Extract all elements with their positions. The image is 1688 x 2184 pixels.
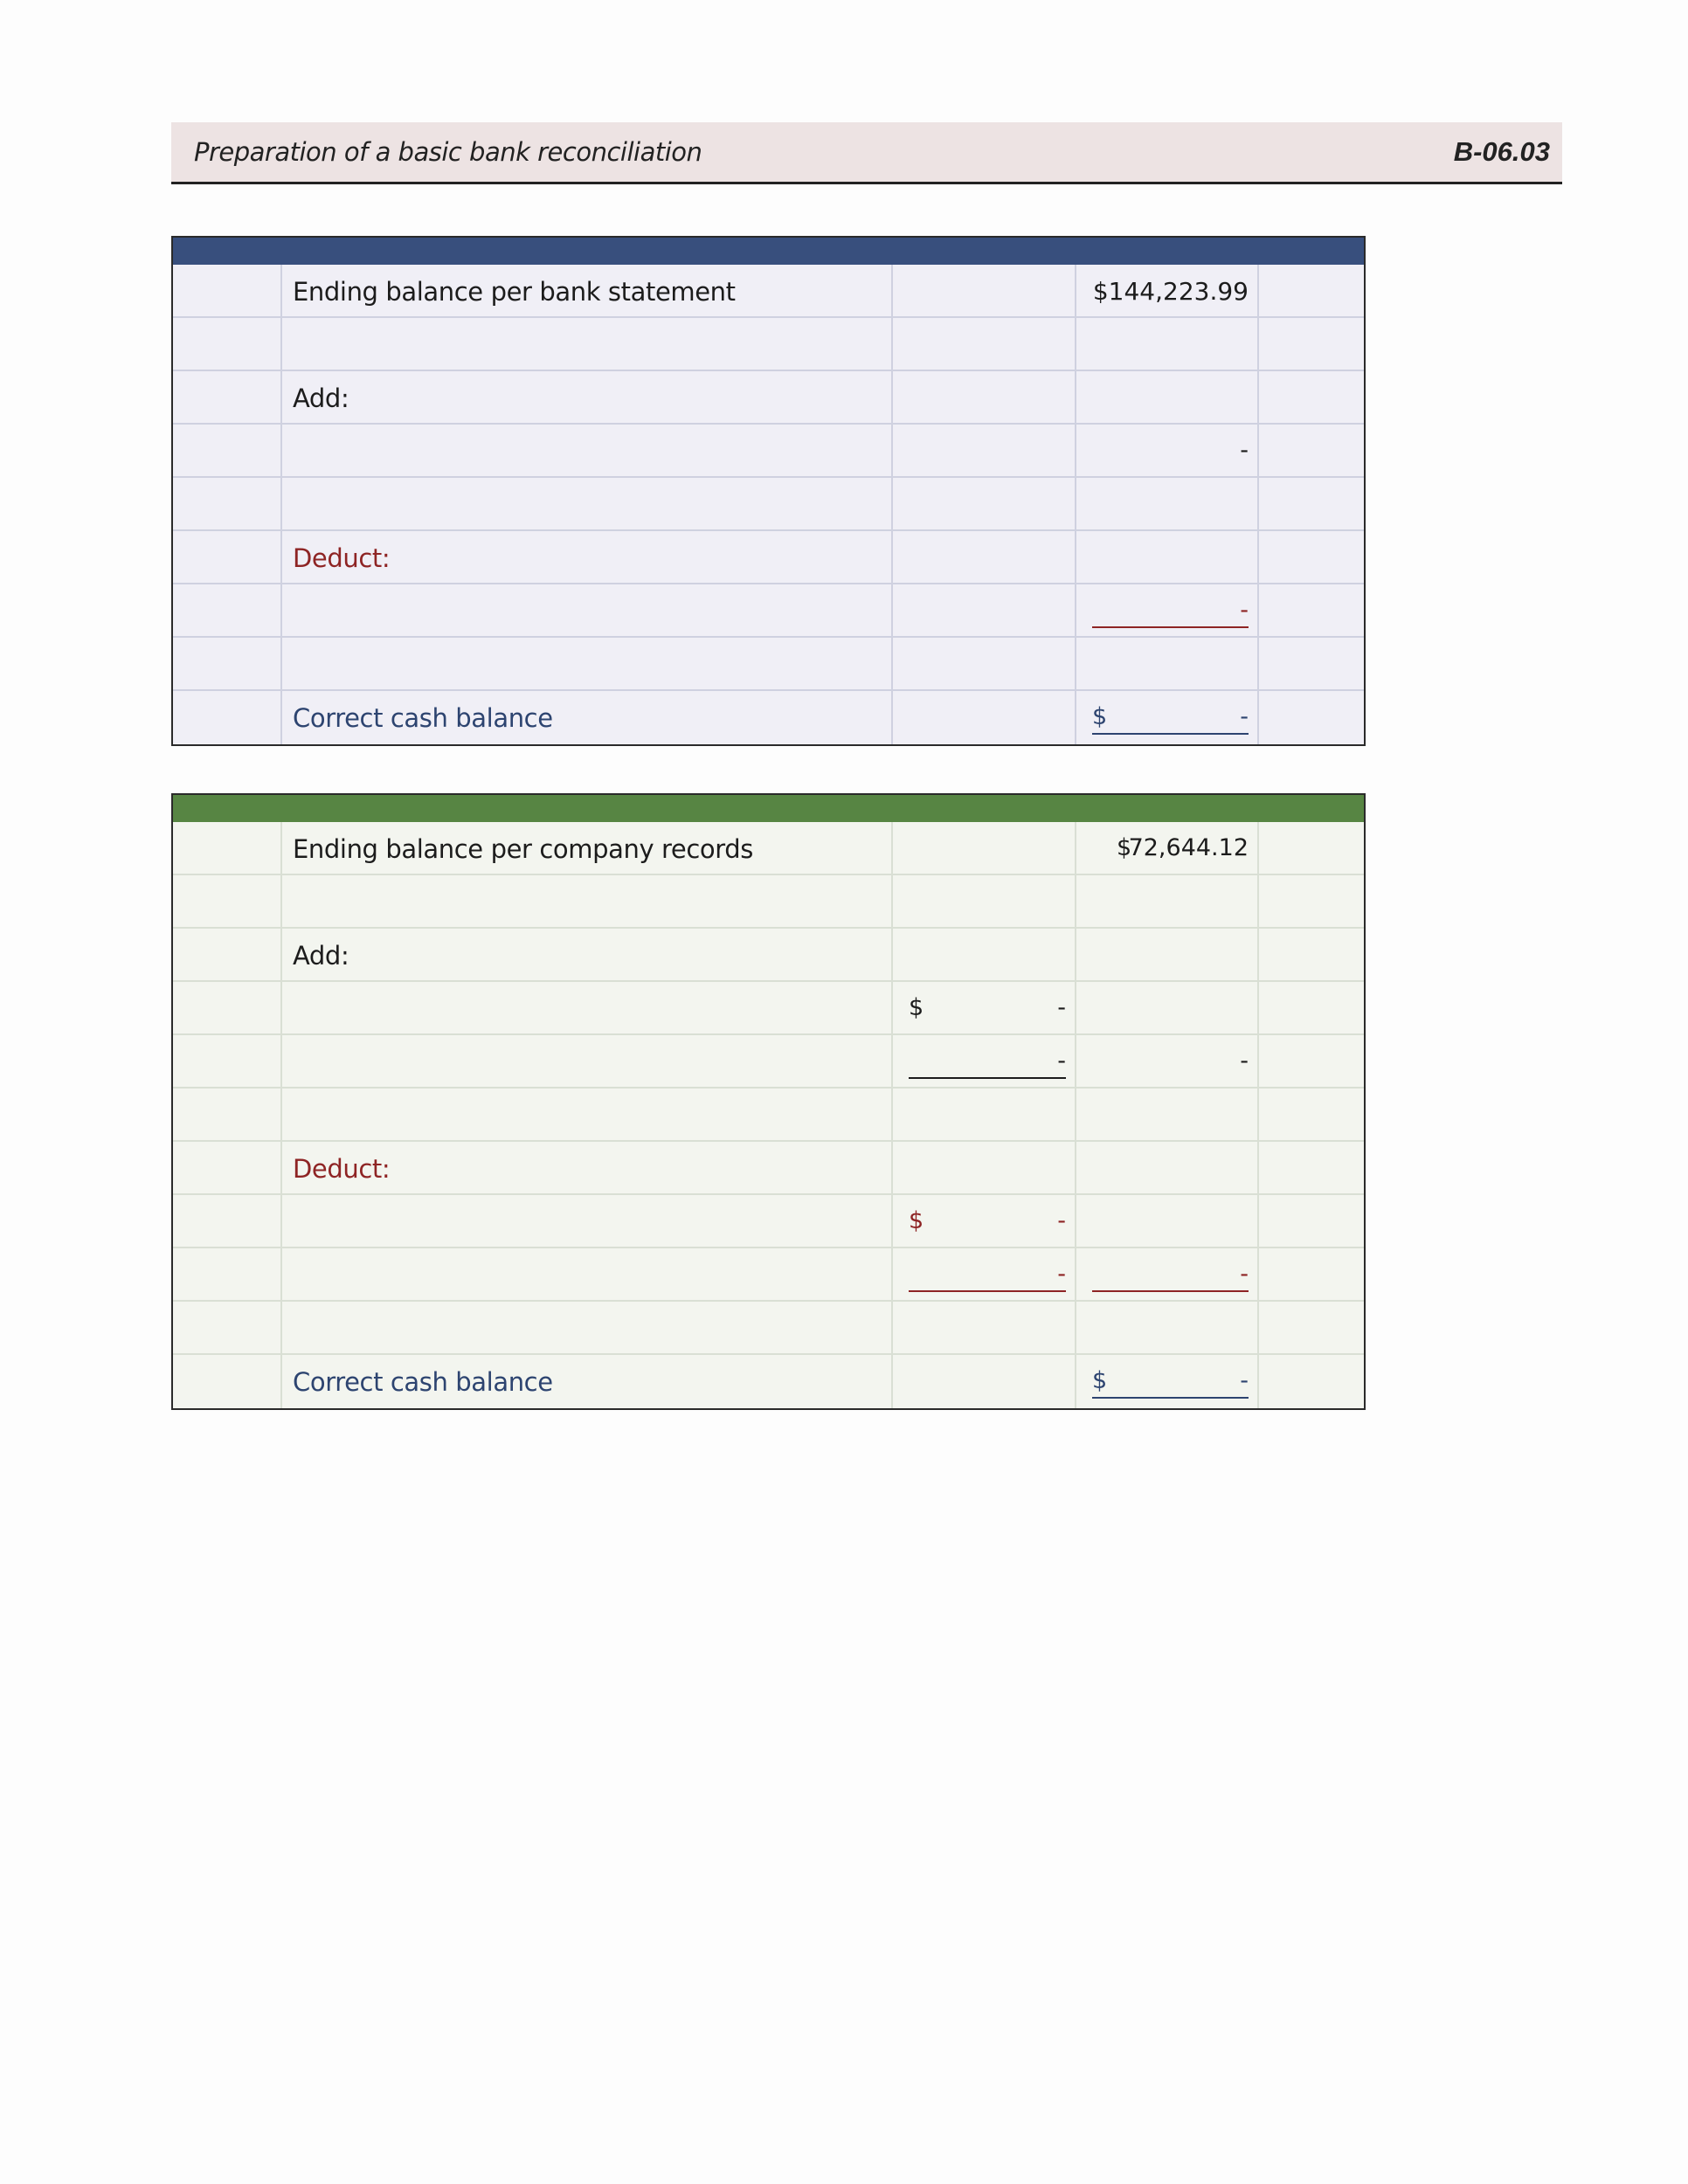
cell[interactable] xyxy=(1259,531,1364,583)
bank-reconciliation-table xyxy=(171,236,1366,746)
cell[interactable] xyxy=(173,691,282,744)
cell[interactable] xyxy=(282,371,893,423)
cell[interactable] xyxy=(282,1195,893,1247)
cell[interactable] xyxy=(893,584,1076,636)
cell[interactable] xyxy=(893,1142,1076,1193)
company-correct-balance-label: Correct cash balance xyxy=(293,1367,553,1397)
company-row-ending-balance xyxy=(173,822,1364,875)
company-correct-balance xyxy=(1092,1367,1249,1399)
company-ending-balance-value: 72,644.12 xyxy=(1128,834,1249,861)
cell[interactable] xyxy=(1076,1248,1259,1300)
bank-deduct-label: Deduct: xyxy=(293,543,391,573)
bank-add-total xyxy=(1092,437,1249,467)
bank-correct-balance-label: Correct cash balance xyxy=(293,703,553,733)
company-add-label: Add: xyxy=(293,941,349,971)
cell[interactable] xyxy=(893,822,1076,874)
cell[interactable] xyxy=(1259,929,1364,980)
cell[interactable] xyxy=(173,638,282,689)
company-row-correct-balance xyxy=(173,1355,1364,1408)
cell[interactable] xyxy=(893,1302,1076,1353)
cell[interactable] xyxy=(282,531,893,583)
company-add-item-1 xyxy=(909,994,1066,1024)
cell[interactable] xyxy=(1259,822,1364,874)
cell[interactable] xyxy=(173,1195,282,1247)
bank-correct-balance-value: - xyxy=(1240,703,1249,730)
cell[interactable] xyxy=(1076,638,1259,689)
company-deduct-item-2 xyxy=(909,1261,1066,1292)
cell[interactable] xyxy=(1259,691,1364,744)
cell[interactable] xyxy=(173,929,282,980)
cell[interactable] xyxy=(1076,478,1259,529)
bank-correct-balance-currency: $ xyxy=(1092,703,1108,730)
cell[interactable] xyxy=(173,318,282,370)
company-row-add-item-2 xyxy=(173,1035,1364,1089)
cell[interactable] xyxy=(1259,1195,1364,1247)
bank-add-total-value: - xyxy=(1240,437,1249,464)
worksheet-header xyxy=(171,122,1562,184)
cell[interactable] xyxy=(282,1142,893,1193)
cell[interactable] xyxy=(282,265,893,316)
cell[interactable] xyxy=(893,531,1076,583)
company-row-blank xyxy=(173,875,1364,929)
bank-row-deduct xyxy=(173,531,1364,584)
bank-row-correct-balance xyxy=(173,691,1364,744)
bank-row-blank xyxy=(173,318,1364,371)
cell[interactable] xyxy=(893,691,1076,744)
bank-correct-balance xyxy=(1092,703,1249,735)
company-row-deduct-item-2 xyxy=(173,1248,1364,1302)
company-row-add-item-1 xyxy=(173,982,1364,1035)
cell[interactable] xyxy=(173,1089,282,1140)
bank-add-label: Add: xyxy=(293,384,349,413)
cell[interactable] xyxy=(893,425,1076,476)
bank-table-header-band xyxy=(173,238,1364,265)
cell[interactable] xyxy=(282,425,893,476)
cell[interactable] xyxy=(282,822,893,874)
cell[interactable] xyxy=(1259,425,1364,476)
bank-deduct-total xyxy=(1092,597,1249,628)
cell[interactable] xyxy=(282,584,893,636)
company-reconciliation-table xyxy=(171,793,1366,1410)
company-add-item-2 xyxy=(909,1047,1066,1079)
cell[interactable] xyxy=(282,1302,893,1353)
company-ending-balance-label: Ending balance per company records xyxy=(293,834,753,864)
worksheet-code: B-06.03 xyxy=(1453,136,1550,167)
cell[interactable] xyxy=(893,638,1076,689)
company-correct-balance-currency: $ xyxy=(1092,1367,1108,1394)
cell[interactable] xyxy=(1076,425,1259,476)
company-deduct-item-1-value: - xyxy=(1057,1207,1066,1234)
cell[interactable] xyxy=(173,1142,282,1193)
bank-row-add xyxy=(173,371,1364,425)
cell[interactable] xyxy=(173,1355,282,1408)
cell[interactable] xyxy=(893,478,1076,529)
cell[interactable] xyxy=(1259,584,1364,636)
company-deduct-label: Deduct: xyxy=(293,1154,391,1184)
cell[interactable] xyxy=(1259,1355,1364,1408)
cell[interactable] xyxy=(1076,1142,1259,1193)
cell[interactable] xyxy=(893,1089,1076,1140)
cell[interactable] xyxy=(173,584,282,636)
cell[interactable] xyxy=(1076,1302,1259,1353)
company-deduct-item-1-currency: $ xyxy=(909,1207,924,1234)
cell[interactable] xyxy=(1259,1035,1364,1087)
bank-row-deduct-total xyxy=(173,584,1364,638)
cell[interactable] xyxy=(173,265,282,316)
company-add-item-2-value: - xyxy=(1057,1047,1066,1075)
company-add-total-value: - xyxy=(1240,1047,1249,1075)
cell[interactable] xyxy=(173,1302,282,1353)
cell[interactable] xyxy=(173,875,282,927)
company-deduct-total-value: - xyxy=(1240,1261,1249,1288)
bank-ending-balance-value: $144,223.99 xyxy=(1092,277,1249,306)
bank-row-add-total xyxy=(173,425,1364,478)
cell[interactable] xyxy=(173,982,282,1033)
cell[interactable] xyxy=(1259,1142,1364,1193)
cell[interactable] xyxy=(893,371,1076,423)
cell[interactable] xyxy=(1259,1302,1364,1353)
cell[interactable] xyxy=(893,1035,1076,1087)
cell[interactable] xyxy=(1076,584,1259,636)
bank-row-ending-balance xyxy=(173,265,1364,318)
cell[interactable] xyxy=(1259,1248,1364,1300)
cell[interactable] xyxy=(1259,371,1364,423)
cell[interactable] xyxy=(1259,1089,1364,1140)
cell[interactable] xyxy=(173,1248,282,1300)
company-add-item-1-currency: $ xyxy=(909,994,924,1021)
cell[interactable] xyxy=(893,982,1076,1033)
cell[interactable] xyxy=(1259,875,1364,927)
cell[interactable] xyxy=(1076,531,1259,583)
cell[interactable] xyxy=(282,875,893,927)
company-add-item-1-value: - xyxy=(1057,994,1066,1021)
company-deduct-item-2-value: - xyxy=(1057,1261,1066,1288)
cell[interactable] xyxy=(173,425,282,476)
cell[interactable] xyxy=(1076,318,1259,370)
bank-ending-balance-label: Ending balance per bank statement xyxy=(293,277,736,307)
cell[interactable] xyxy=(1076,929,1259,980)
cell[interactable] xyxy=(1259,982,1364,1033)
cell[interactable] xyxy=(1076,1089,1259,1140)
cell[interactable] xyxy=(893,1355,1076,1408)
cell[interactable] xyxy=(173,531,282,583)
cell[interactable] xyxy=(1076,982,1259,1033)
cell[interactable] xyxy=(282,982,893,1033)
cell[interactable] xyxy=(1076,875,1259,927)
company-row-blank xyxy=(173,1302,1364,1355)
company-row-deduct xyxy=(173,1142,1364,1195)
cell[interactable] xyxy=(1076,371,1259,423)
cell[interactable] xyxy=(893,875,1076,927)
cell[interactable] xyxy=(893,318,1076,370)
cell[interactable] xyxy=(893,1248,1076,1300)
cell[interactable] xyxy=(282,929,893,980)
cell[interactable] xyxy=(173,478,282,529)
cell[interactable] xyxy=(282,638,893,689)
bank-row-blank xyxy=(173,638,1364,691)
cell[interactable] xyxy=(1076,822,1259,874)
cell[interactable] xyxy=(282,1248,893,1300)
bank-deduct-total-value: - xyxy=(1240,597,1249,624)
company-add-total xyxy=(1092,1047,1249,1077)
cell[interactable] xyxy=(1259,478,1364,529)
bank-row-blank xyxy=(173,478,1364,531)
company-row-add xyxy=(173,929,1364,982)
cell[interactable] xyxy=(282,1355,893,1408)
cell[interactable] xyxy=(893,929,1076,980)
cell[interactable] xyxy=(1076,1195,1259,1247)
company-row-blank xyxy=(173,1089,1364,1142)
cell[interactable] xyxy=(1076,265,1259,316)
cell[interactable] xyxy=(173,822,282,874)
worksheet-title: Preparation of a basic bank reconciliation xyxy=(194,137,702,167)
cell[interactable] xyxy=(282,478,893,529)
cell[interactable] xyxy=(893,1195,1076,1247)
cell[interactable] xyxy=(282,1089,893,1140)
cell[interactable] xyxy=(173,371,282,423)
company-deduct-total xyxy=(1092,1261,1249,1292)
company-ending-balance-currency: $ xyxy=(1117,834,1132,861)
cell[interactable] xyxy=(893,265,1076,316)
cell[interactable] xyxy=(1076,691,1259,744)
cell[interactable] xyxy=(1259,318,1364,370)
company-deduct-item-1 xyxy=(909,1207,1066,1237)
cell[interactable] xyxy=(282,318,893,370)
cell[interactable] xyxy=(282,1035,893,1087)
cell[interactable] xyxy=(1259,638,1364,689)
cell[interactable] xyxy=(282,691,893,744)
company-correct-balance-value: - xyxy=(1240,1367,1249,1394)
cell[interactable] xyxy=(1259,265,1364,316)
cell[interactable] xyxy=(1076,1355,1259,1408)
company-table-header-band xyxy=(173,795,1364,822)
cell[interactable] xyxy=(1076,1035,1259,1087)
company-row-deduct-item-1 xyxy=(173,1195,1364,1248)
cell[interactable] xyxy=(173,1035,282,1087)
company-ending-balance xyxy=(1092,834,1249,864)
